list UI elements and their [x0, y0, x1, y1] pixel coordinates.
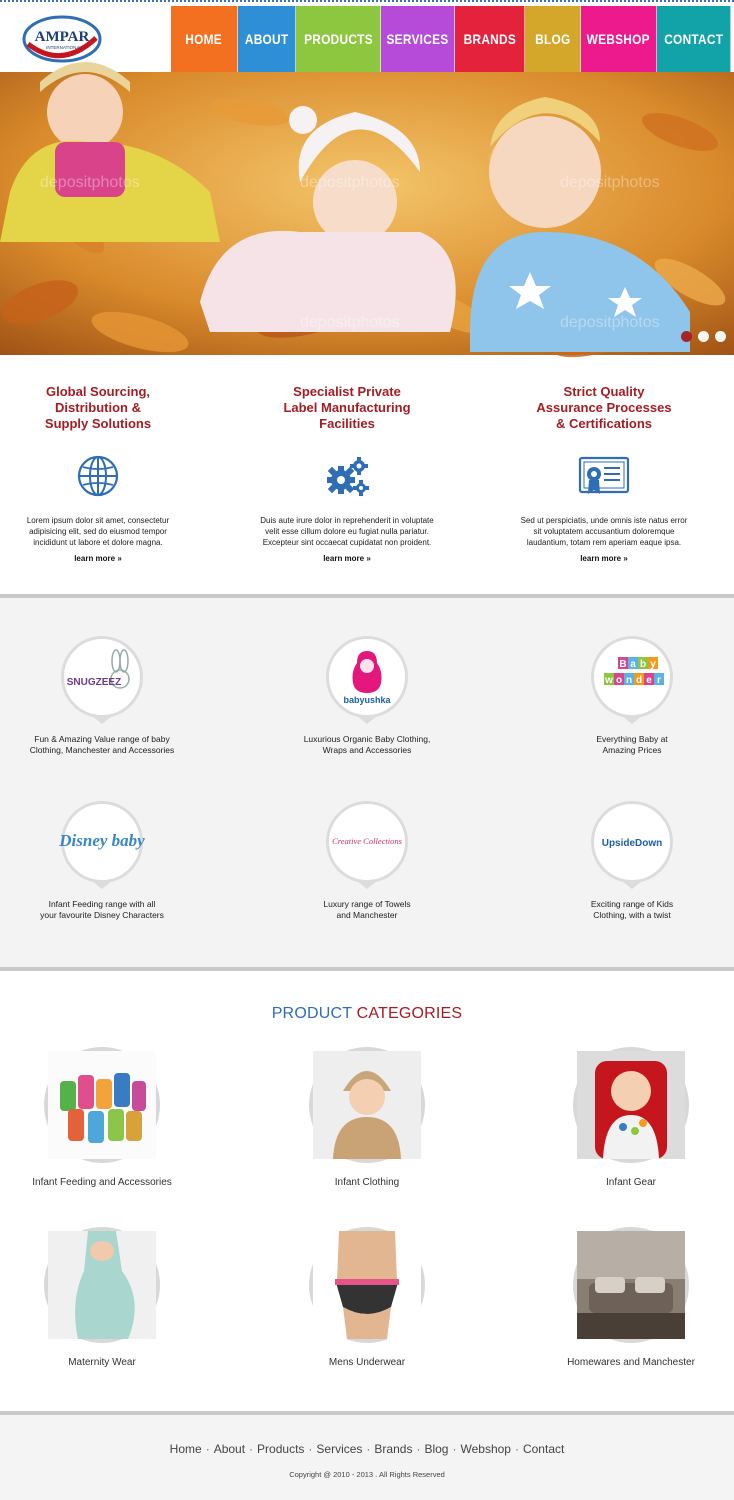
svg-text:r: r [657, 675, 661, 686]
nav-label: BLOG [534, 31, 571, 47]
watermark: depositphotos [40, 174, 140, 191]
svg-text:B: B [619, 659, 627, 670]
creative-collections-logo [329, 804, 405, 880]
slider-dot[interactable] [698, 331, 709, 342]
footer-separator: · [249, 1442, 254, 1456]
infant-gear-image [577, 1051, 685, 1159]
maternity-wear-image [48, 1231, 156, 1339]
svg-text:babyushka: babyushka [343, 695, 391, 705]
infant-clothing-image [313, 1051, 421, 1159]
feature-private-label [242, 384, 452, 563]
brands-section [0, 594, 734, 971]
brand-badge[interactable] [326, 636, 408, 722]
brand-badge[interactable] [326, 801, 408, 887]
gears-icon [323, 454, 371, 498]
category-image[interactable] [44, 1047, 160, 1163]
feature-global-sourcing [0, 384, 196, 563]
category-label[interactable]: Infant Feeding and Accessories [32, 1177, 172, 1188]
disney-baby-logo [59, 804, 145, 880]
footer-separator: · [416, 1442, 421, 1456]
brand-description: Luxurious Organic Baby Clothing, Wraps and Accessories [303, 734, 431, 755]
learn-more-link[interactable]: learn more » [580, 554, 628, 563]
svg-text:Disney baby: Disney baby [59, 831, 145, 850]
baby-wonder-logo [594, 639, 670, 715]
nav-about[interactable] [238, 6, 296, 72]
footer [0, 1411, 734, 1500]
brand-badge[interactable] [61, 636, 143, 722]
feature-title: Strict Quality Assurance Processes & Certifications [536, 384, 672, 431]
footer-link-home[interactable]: Home [169, 1442, 202, 1456]
nav-home[interactable] [171, 6, 238, 72]
homewares-image [577, 1231, 685, 1339]
category-label[interactable]: Infant Clothing [334, 1177, 400, 1188]
category-mens-underwear[interactable] [267, 1227, 467, 1368]
nav-contact[interactable] [657, 6, 731, 72]
brand-description: Everything Baby at Amazing Prices [596, 734, 668, 755]
brand-description: Fun & Amazing Value range of baby Clothing, Manchester and Accessories [29, 734, 175, 755]
category-infant-gear[interactable] [531, 1047, 731, 1188]
watermark: depositphotos [560, 314, 660, 331]
nav-services[interactable] [381, 6, 455, 72]
nav-products[interactable] [296, 6, 381, 72]
certificate-icon [578, 454, 630, 498]
svg-text:b: b [639, 659, 647, 670]
svg-text:Creative Collections: Creative Collections [332, 836, 402, 846]
hero-slider[interactable] [0, 72, 734, 355]
watermark: depositphotos [300, 174, 400, 191]
brand-badge[interactable] [61, 801, 143, 887]
brand-badge[interactable] [591, 636, 673, 722]
nav-label: SERVICES [386, 31, 449, 47]
nav-label: CONTACT [663, 31, 724, 47]
feature-quality-assurance [504, 384, 704, 563]
svg-text:a: a [630, 659, 636, 670]
feature-text: Lorem ipsum dolor sit amet, consectetur adipisicing elit, sed do eiusmod tempor incididunt ut labore et dolore magna. [26, 516, 170, 547]
footer-separator: · [514, 1442, 519, 1456]
category-label[interactable]: Infant Gear [605, 1177, 657, 1188]
nav-brands[interactable] [455, 6, 525, 72]
globe-icon [76, 454, 120, 498]
upsidedown-logo [594, 804, 670, 880]
category-image[interactable] [309, 1047, 425, 1163]
footer-link-products[interactable]: Products [257, 1442, 305, 1456]
feature-title: Global Sourcing, Distribution & Supply Solutions [44, 384, 152, 431]
brand-description: Infant Feeding range with all your favourite Disney Characters [40, 899, 164, 920]
bottles-image [48, 1051, 156, 1159]
brand-logo [591, 801, 673, 883]
category-infant-feeding[interactable] [2, 1047, 202, 1188]
category-image[interactable] [573, 1047, 689, 1163]
svg-text:SNUGZEEZ: SNUGZEEZ [66, 677, 122, 688]
footer-separator: · [205, 1442, 210, 1456]
babyushka-logo [329, 639, 405, 715]
mens-underwear-image [313, 1231, 421, 1339]
learn-more-link[interactable]: learn more » [74, 554, 122, 563]
main-nav [171, 6, 731, 72]
footer-link-webshop[interactable]: Webshop [460, 1442, 511, 1456]
brand-description: Exciting range of Kids Clothing, with a twist [590, 899, 674, 920]
svg-text:w: w [605, 675, 613, 686]
feature-title: Specialist Private Label Manufacturing Facilities [283, 384, 411, 431]
logo-sub: INTERNATIONAL [46, 45, 82, 50]
nav-label: HOME [185, 31, 223, 47]
footer-nav [0, 1442, 734, 1456]
brand-logo [326, 636, 408, 718]
nav-webshop[interactable] [581, 6, 657, 72]
brand-upsidedown[interactable] [542, 801, 722, 921]
nav-label: ABOUT [244, 31, 289, 47]
hero-image [0, 72, 734, 355]
category-image[interactable] [309, 1227, 425, 1343]
svg-text:d: d [635, 675, 643, 686]
brand-creative-collections[interactable] [277, 801, 457, 921]
brand-logo [326, 801, 408, 883]
brand-snugzeez[interactable] [12, 636, 192, 756]
nav-label: WEBSHOP [586, 31, 651, 47]
features-section [0, 358, 734, 596]
footer-separator: · [308, 1442, 313, 1456]
category-image[interactable] [573, 1227, 689, 1343]
nav-blog[interactable] [525, 6, 581, 72]
brand-badge[interactable] [591, 801, 673, 887]
learn-more-link[interactable]: learn more » [323, 554, 371, 563]
category-maternity-wear[interactable] [2, 1227, 202, 1368]
category-label[interactable]: Homewares and Manchester [567, 1357, 695, 1368]
footer-link-services[interactable]: Services [316, 1442, 363, 1456]
feature-text: Duis aute irure dolor in reprehenderit in voluptate velit esse cillum dolore eu fugiat nulla pariatur. Excepteur sint occaecat cupidatat non proident. [260, 516, 434, 547]
slider-dot[interactable] [681, 331, 692, 342]
category-label[interactable]: Mens Underwear [328, 1357, 406, 1368]
watermark: depositphotos [560, 174, 660, 191]
copyright: Copyright @ 2010 - 2013 . All Rights Reserved [289, 1470, 445, 1479]
svg-text:Baby wonder: Baby wonder [629, 701, 635, 702]
brand-description: Luxury range of Towels and Manchester [323, 899, 411, 920]
ampar-logo[interactable] [22, 14, 102, 64]
section-title: PRODUCT CATEGORIES [271, 1005, 463, 1022]
brand-logo [61, 636, 143, 718]
svg-text:y: y [650, 659, 656, 670]
svg-text:n: n [625, 675, 633, 686]
category-image[interactable] [44, 1227, 160, 1343]
category-label[interactable]: Maternity Wear [68, 1357, 136, 1368]
slider-dot[interactable] [715, 331, 726, 342]
snugzeez-logo [64, 639, 140, 715]
header [0, 0, 734, 72]
watermark: depositphotos [300, 314, 400, 331]
footer-separator: · [366, 1442, 371, 1456]
footer-link-contact[interactable]: Contact [522, 1442, 565, 1456]
footer-link-blog[interactable]: Blog [424, 1442, 449, 1456]
brand-logo [61, 801, 143, 883]
brand-disney-baby[interactable] [12, 801, 192, 921]
feature-text: Sed ut perspiciatis, unde omnis iste natus error sit voluptatem accusantium doloremque laudantium, totam rem aperiam eaque ipsa. [520, 516, 688, 547]
nav-label: BRANDS [463, 31, 516, 47]
category-infant-clothing[interactable] [267, 1047, 467, 1188]
category-homewares-manchester[interactable] [531, 1227, 731, 1368]
product-categories-section [0, 975, 734, 1412]
footer-separator: · [452, 1442, 457, 1456]
svg-text:UpsideDown: UpsideDown [601, 838, 663, 849]
svg-text:e: e [646, 675, 652, 686]
nav-label: PRODUCTS [303, 31, 373, 47]
footer-link-brands[interactable]: Brands [374, 1442, 413, 1456]
footer-link-about[interactable]: About [213, 1442, 246, 1456]
svg-text:o: o [615, 675, 623, 686]
slider-dots [681, 331, 726, 342]
brand-baby-wonder[interactable] [542, 636, 722, 756]
brand-babyushka[interactable] [277, 636, 457, 756]
brand-logo [591, 636, 673, 718]
logo-name: AMPAR [34, 29, 90, 45]
